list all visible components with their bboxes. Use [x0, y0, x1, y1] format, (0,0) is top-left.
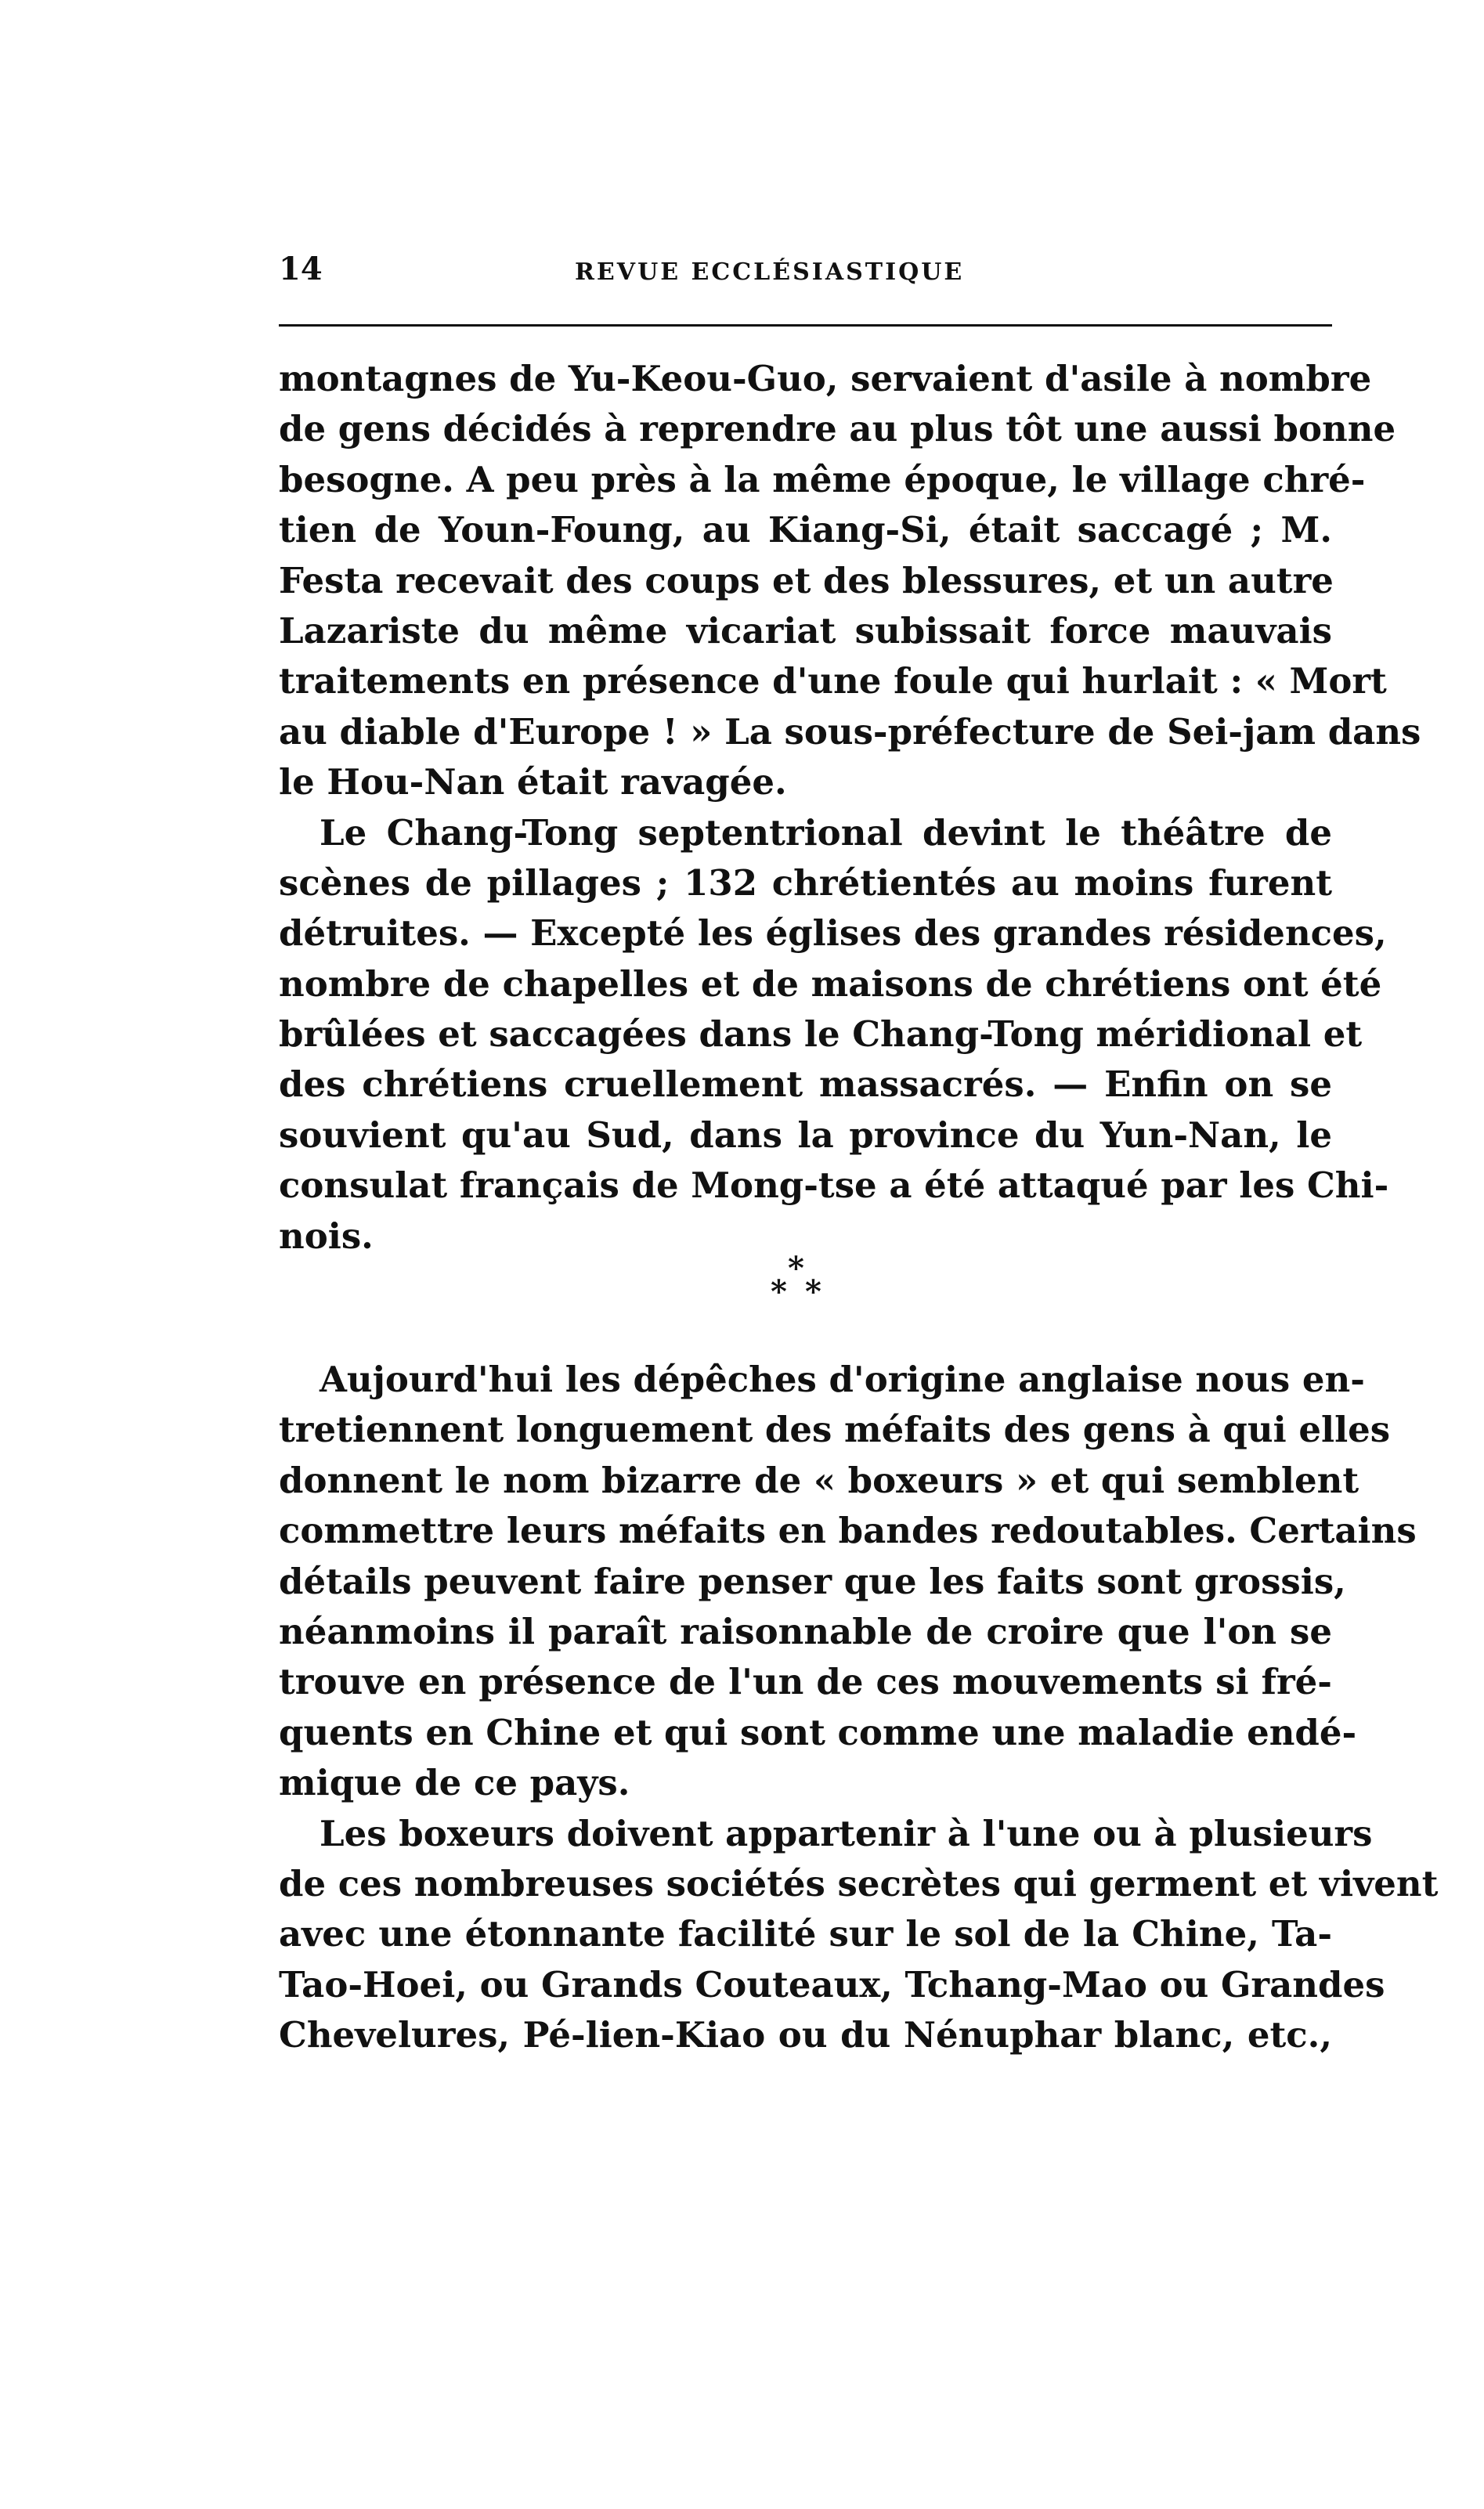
text-section-1	[279, 354, 1421, 1262]
text-line: Lazariste du même vicariat subissait force mauvais	[279, 609, 1332, 652]
asterisk: *	[771, 1273, 787, 1310]
text-line: détruites. — Excepté les églises des grandes résidences,	[279, 912, 1387, 955]
text-line: de gens décidés à reprendre au plus tôt une aussi bonne	[279, 408, 1396, 450]
text-line: traitements en présence d'une foule qui hurlait : « Mort	[279, 660, 1387, 702]
text-line: montagnes de Yu-Keou-Guo, servaient d'asile à nombre	[279, 358, 1372, 399]
text-line: de ces nombreuses sociétés secrètes qui germent et vivent	[279, 1862, 1439, 1904]
running-head	[279, 249, 1332, 296]
text-line: consulat français de Mong-tse a été attaqué par les Chi-	[279, 1164, 1389, 1207]
asterism-separator	[766, 1250, 844, 1316]
text-line: tien de Youn-Foung, au Kiang-Si, était saccagé ; M.	[279, 509, 1332, 551]
text-line: nombre de chapelles et de maisons de chrétiens ont été	[279, 962, 1382, 1005]
text-line: nois.	[279, 1215, 374, 1257]
text-line: commettre leurs méfaits en bandes redoutables. Certains	[279, 1510, 1417, 1552]
text-line: tretiennent longuement des méfaits des gens à qui elles	[279, 1409, 1391, 1451]
text-line: Aujourd'hui les dépêches d'origine anglaise nous en-	[320, 1359, 1365, 1400]
text-line: des chrétiens cruellement massacrés. — Enfin on se	[279, 1063, 1332, 1106]
text-line: scènes de pillages ; 132 chrétientés au moins furent	[279, 861, 1332, 904]
text-line: Chevelures, Pé-lien-Kiao ou du Nénuphar blanc, etc.,	[279, 2014, 1332, 2056]
text-section-2	[279, 1355, 1439, 2060]
asterisk: *	[788, 1250, 804, 1287]
text-line: quents en Chine et qui sont comme une maladie endé-	[279, 1711, 1357, 1753]
text-line: donnent le nom bizarre de « boxeurs » et qui semblent	[279, 1459, 1359, 1501]
text-line: détails peuvent faire penser que les faits sont grossis,	[279, 1560, 1346, 1602]
text-line: souvient qu'au Sud, dans la province du Yun-Nan, le	[279, 1114, 1332, 1156]
text-line: besogne. A peu près à la même époque, le village chré-	[279, 458, 1366, 500]
text-line: mique de ce pays.	[279, 1762, 630, 1804]
text-line: Festa recevait des coups et des blessures, et un autre	[279, 559, 1334, 601]
text-line: au diable d'Europe ! » La sous-préfecture de Sei-jam dans	[279, 710, 1421, 753]
page-number: 14	[279, 251, 323, 287]
text-line: avec une étonnante facilité sur le sol de la Chine, Ta-	[279, 1913, 1332, 1955]
text-line: trouve en présence de l'un de ces mouvements si fré-	[279, 1661, 1332, 1703]
header-rule	[279, 324, 1332, 327]
text-line: brûlées et saccagées dans le Chang-Tong méridional et	[279, 1013, 1363, 1056]
text-line: Tao-Hoei, ou Grands Couteaux, Tchang-Mao ou Grandes	[279, 1963, 1385, 2005]
running-title: REVUE ECCLÉSIASTIQUE	[575, 258, 965, 286]
asterisk: *	[805, 1273, 821, 1310]
text-line: Le Chang-Tong septentrional devint le théâtre de	[320, 811, 1332, 854]
text-line: le Hou-Nan était ravagée.	[279, 761, 787, 803]
text-line: Les boxeurs doivent appartenir à l'une ou à plusieurs	[320, 1812, 1373, 1854]
text-line: néanmoins il paraît raisonnable de croire que l'on se	[279, 1610, 1332, 1652]
